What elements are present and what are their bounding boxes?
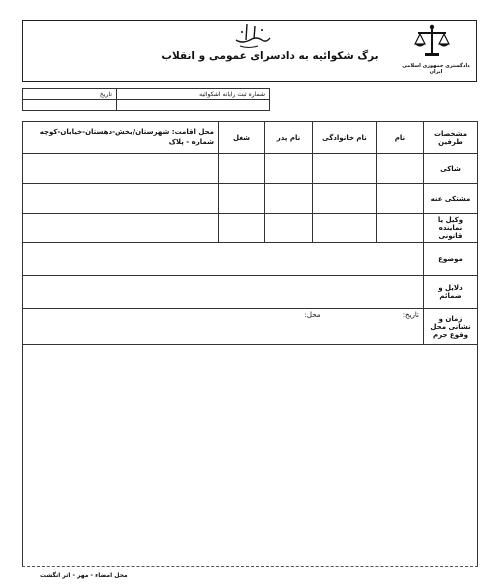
defendant-first-name-field[interactable] xyxy=(377,184,424,214)
logo-text: دادگستری جمهوری اسلامی ایران xyxy=(402,63,470,75)
header-parties: مشخصات طرفین xyxy=(424,122,478,154)
table-row xyxy=(23,154,478,184)
attorney-first-name-field[interactable] xyxy=(377,214,424,243)
row-label-time-place: زمان و نشانی محل وقوع جرم xyxy=(424,309,478,345)
table-row xyxy=(23,243,478,276)
table-row xyxy=(23,276,478,309)
date-text: تاریخ: xyxy=(402,311,419,319)
attorney-job-field[interactable] xyxy=(219,214,265,243)
header-last-name: نام خانوادگی xyxy=(313,122,377,154)
divider xyxy=(22,566,478,567)
table-row xyxy=(23,309,478,345)
parties-table xyxy=(22,121,478,345)
header-address: محل اقامت: شهرستان/بخش-دهستان-خیابان-کوچه شماره - پلاک xyxy=(23,122,219,154)
row-label-attorney: وکیل یا نماینده قانونی xyxy=(424,214,478,243)
subject-field[interactable] xyxy=(23,243,424,276)
complainant-address-field[interactable] xyxy=(23,154,219,184)
registration-number-field[interactable] xyxy=(116,100,269,111)
header-job: شغل xyxy=(219,122,265,154)
complainant-first-name-field[interactable] xyxy=(377,154,424,184)
complainant-job-field[interactable] xyxy=(219,154,265,184)
time-place-field[interactable] xyxy=(23,309,424,345)
place-text: محل: xyxy=(304,311,321,319)
form-title: برگ شکوائیه به دادسرای عمومی و انقلاب xyxy=(161,50,379,62)
table-row xyxy=(23,184,478,214)
defendant-father-name-field[interactable] xyxy=(265,184,313,214)
row-label-subject: موضوع xyxy=(424,243,478,276)
defendant-address-field[interactable] xyxy=(23,184,219,214)
defendant-job-field[interactable] xyxy=(219,184,265,214)
header-first-name: نام xyxy=(377,122,424,154)
attorney-address-field[interactable] xyxy=(23,214,219,243)
attorney-last-name-field[interactable] xyxy=(313,214,377,243)
registration-number-label: شماره ثبت رایانه اشکوائیه xyxy=(116,89,269,100)
registration-table xyxy=(22,88,270,111)
scales-justice-icon xyxy=(412,24,452,60)
bismillah-calligraphy-icon xyxy=(228,20,276,50)
attorney-father-name-field[interactable] xyxy=(265,214,313,243)
complainant-father-name-field[interactable] xyxy=(265,154,313,184)
registration-date-field[interactable] xyxy=(23,100,117,111)
evidence-field[interactable] xyxy=(23,276,424,309)
header-father-name: نام پدر xyxy=(265,122,313,154)
row-label-complainant: شاکی xyxy=(424,154,478,184)
signature-label: محل امضاء - مهر - اثر انگشت xyxy=(40,572,128,579)
row-label-evidence: دلایل و ضمائم xyxy=(424,276,478,309)
table-row xyxy=(23,214,478,243)
defendant-last-name-field[interactable] xyxy=(313,184,377,214)
row-label-defendant: مشتکی عنه xyxy=(424,184,478,214)
description-area[interactable] xyxy=(22,342,478,566)
registration-date-label: تاریخ xyxy=(23,89,117,100)
complainant-last-name-field[interactable] xyxy=(313,154,377,184)
